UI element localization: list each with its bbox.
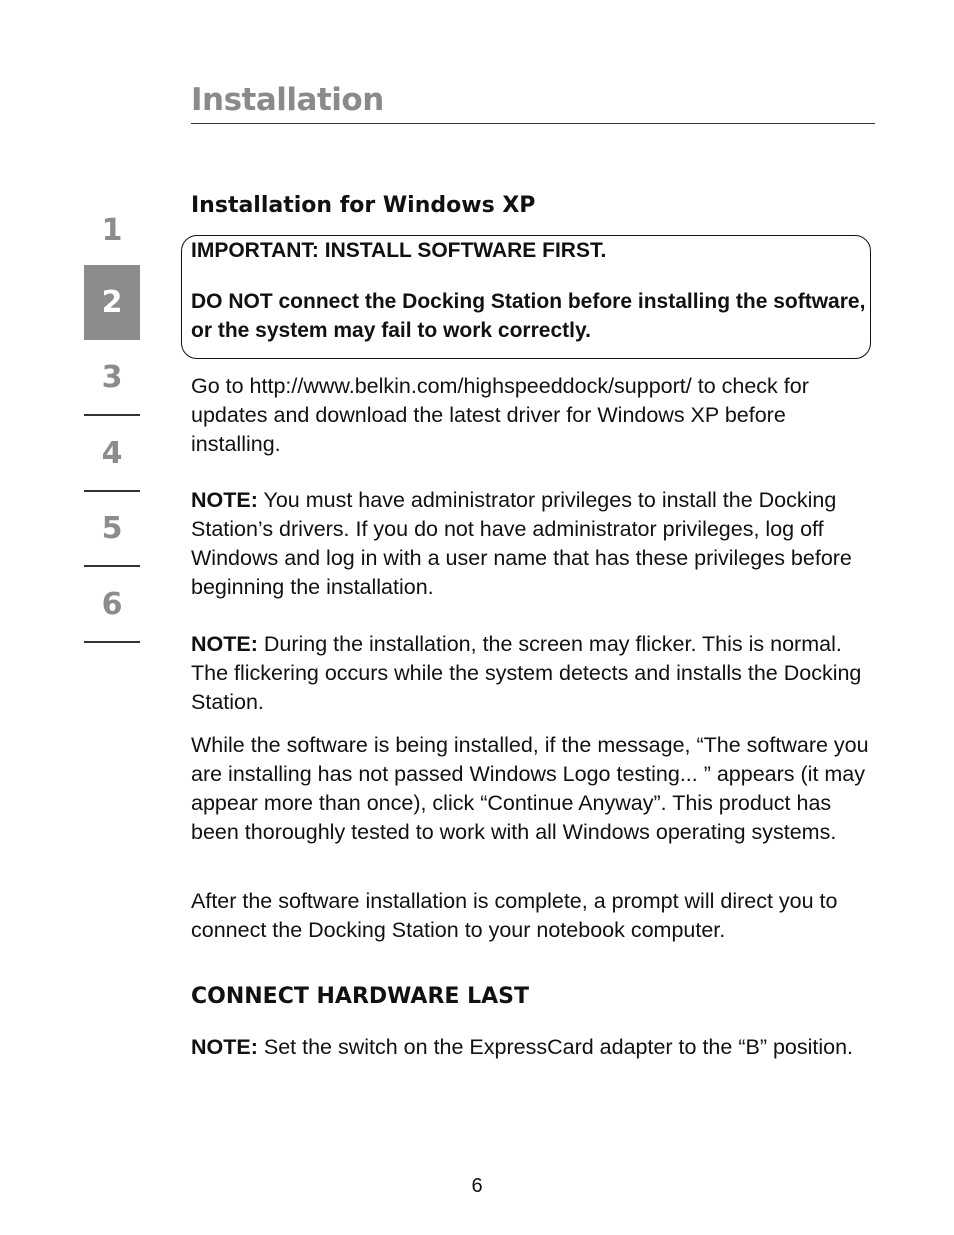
update-instructions: Go to http://www.belkin.com/highspeeddock/support/ to check for updates and download the latest driver for Windows XP before installing. (191, 374, 809, 456)
note-text: You must have administrator privileges to install the Docking Station’s drivers. If you do not have administrator privileges, log off Windows and log in with a user name that has these privileges before beginning the installation. (191, 488, 852, 599)
hardware-section-title: CONNECT HARDWARE LAST (191, 984, 529, 1009)
note-admin-privileges (191, 486, 875, 602)
chapter-tab-6[interactable]: 6 (84, 568, 140, 643)
chapter-tab-4[interactable]: 4 (84, 417, 140, 492)
after-install-paragraph: After the software installation is complete, a prompt will direct you to connect the Docking Station to your notebook computer. (191, 889, 838, 942)
note-label: NOTE: (191, 632, 258, 656)
chapter-tab-5[interactable]: 5 (84, 492, 140, 567)
chapter-tab-1[interactable]: 1 (101, 213, 123, 248)
note-screen-flicker (191, 630, 875, 717)
windows-logo-message: While the software is being installed, if the message, “The software you are installing has not passed Windows Logo testing... ” appears (it may appear more than once), click “Continue Anyway”. This product has been thoroughly tested to work with all Windows operating systems. (191, 733, 869, 844)
page-number: 6 (471, 1175, 483, 1197)
header-divider (191, 123, 875, 124)
page-title: Installation (191, 82, 384, 118)
note-label: NOTE: (191, 1035, 258, 1059)
note-expresscard-switch (191, 1033, 875, 1062)
chapter-tab-3[interactable]: 3 (84, 341, 140, 416)
note-label: NOTE: (191, 488, 258, 512)
section-title: Installation for Windows XP (191, 193, 536, 218)
important-warning: DO NOT connect the Docking Station before installing the software, or the system may fail to work correctly. (191, 290, 866, 342)
important-heading: IMPORTANT: INSTALL SOFTWARE FIRST. (191, 239, 607, 262)
note-text: During the installation, the screen may flicker. This is normal. The flickering occurs while the system detects and installs the Docking Station. (191, 632, 862, 714)
note-text: Set the switch on the ExpressCard adapter to the “B” position. (257, 1035, 854, 1059)
chapter-tab-2[interactable]: 2 (84, 265, 140, 340)
